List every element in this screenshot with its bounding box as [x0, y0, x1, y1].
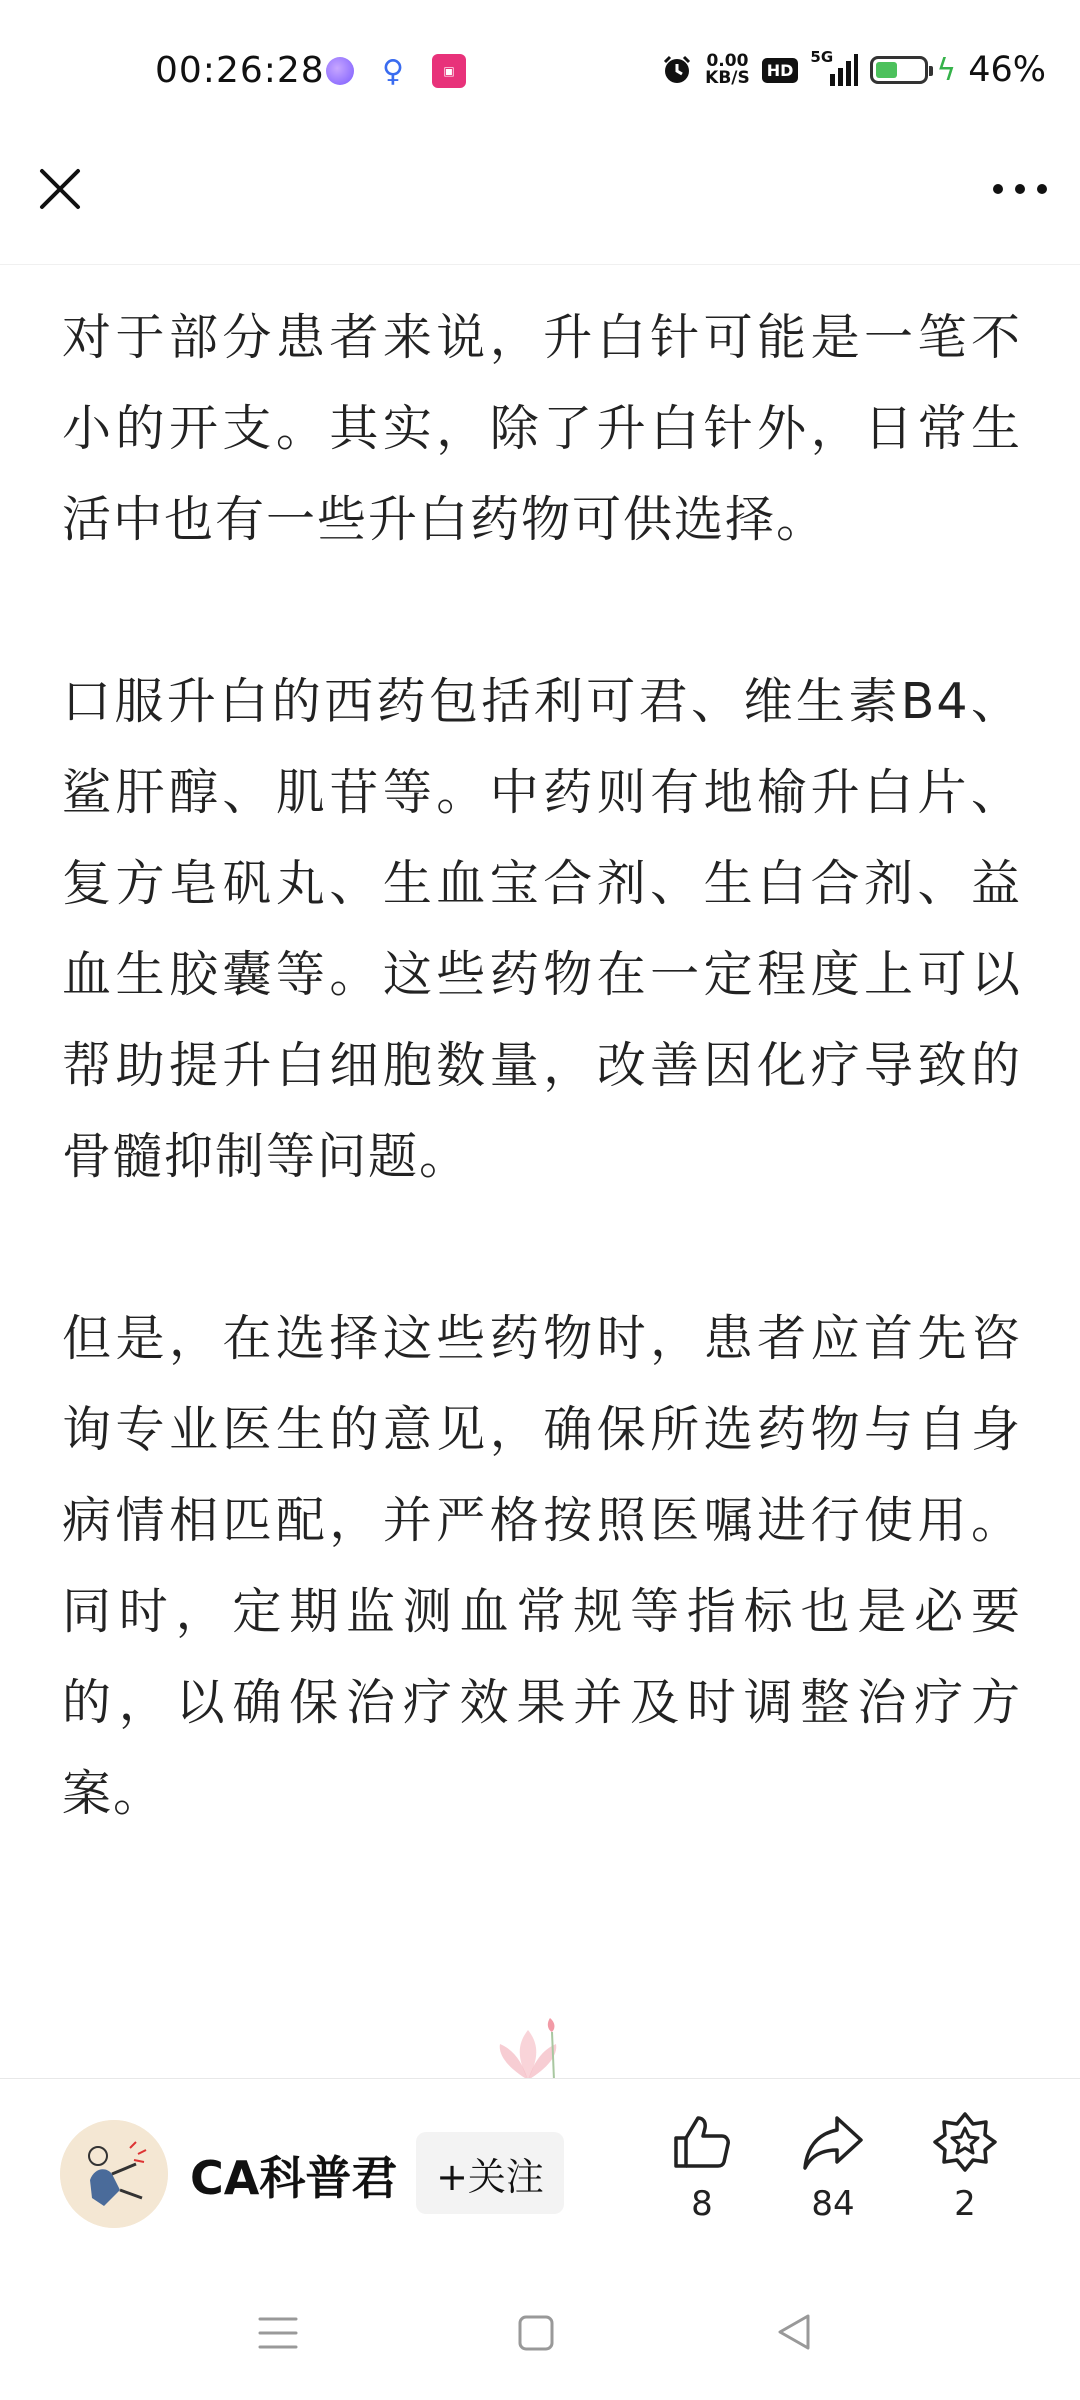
signal-indicator: [810, 48, 858, 88]
author-avatar[interactable]: [60, 2120, 168, 2228]
avatar-illustration-icon: [60, 2120, 168, 2228]
net-speed-value: 0.00: [706, 51, 749, 71]
status-time: 00:26:28: [155, 50, 325, 91]
app-logo-icon: ♀: [382, 53, 404, 89]
menu-icon[interactable]: [256, 2313, 300, 2353]
share-arrow-icon: [801, 2110, 865, 2174]
like-button[interactable]: [647, 2110, 757, 2224]
app-bubble-icon: [326, 57, 354, 85]
net-speed-unit: KB/S: [705, 68, 750, 88]
collect-count: 2: [954, 2184, 976, 2224]
star-badge-icon: [933, 2110, 997, 2174]
share-count: 84: [811, 2184, 855, 2224]
status-right: [661, 50, 1046, 90]
thumbs-up-icon: [670, 2110, 734, 2174]
follow-button[interactable]: +关注: [416, 2132, 564, 2214]
close-icon[interactable]: [36, 165, 84, 213]
battery-tip: [929, 66, 933, 76]
hd-badge: HD: [762, 58, 799, 83]
net-speed: [705, 53, 750, 87]
article-paragraph: 对于部分患者来说，升白针可能是一笔不小的开支。其实，除了升白针外，日常生活中也有一些升白药物可供选择。: [62, 309, 1022, 548]
charging-icon: ϟ: [936, 52, 957, 88]
like-count: 8: [691, 2184, 713, 2224]
back-icon[interactable]: [774, 2310, 814, 2354]
article-body: [62, 292, 1022, 1930]
home-icon[interactable]: [516, 2313, 556, 2353]
article-paragraph: 但是，在选择这些药物时，患者应首先咨询专业医生的意见，确保所选药物与自身病情相匹配，并严格按照医嘱进行使用。同时，定期监测血常规等指标也是必要的，以确保治疗效果并及时调整治疗方案。: [62, 1310, 1022, 1822]
lotus-decoration-icon: [488, 2010, 568, 2080]
battery-fill: [876, 62, 897, 78]
battery-icon: [870, 56, 928, 84]
network-type: 5G: [810, 48, 834, 66]
article-paragraph: 口服升白的西药包括利可君、维生素B4、鲨肝醇、肌苷等。中药则有地榆升白片、复方皂矾丸、生血宝合剂、生白合剂、益血生胶囊等。这些药物在一定程度上可以帮助提升白细胞数量，改善因化疗导致的骨髓抑制等问题。: [62, 673, 1022, 1185]
collect-button[interactable]: [910, 2110, 1020, 2224]
notification-icons: [326, 54, 466, 88]
author-name[interactable]: CA科普君: [190, 2151, 398, 2205]
app-shop-icon: ▣: [432, 54, 466, 88]
alarm-clock-icon: [661, 54, 693, 86]
battery-percent: 46%: [968, 50, 1046, 90]
share-button[interactable]: [778, 2110, 888, 2224]
top-nav: [0, 150, 1080, 265]
more-icon[interactable]: [990, 176, 1050, 202]
status-bar: [0, 0, 1080, 150]
